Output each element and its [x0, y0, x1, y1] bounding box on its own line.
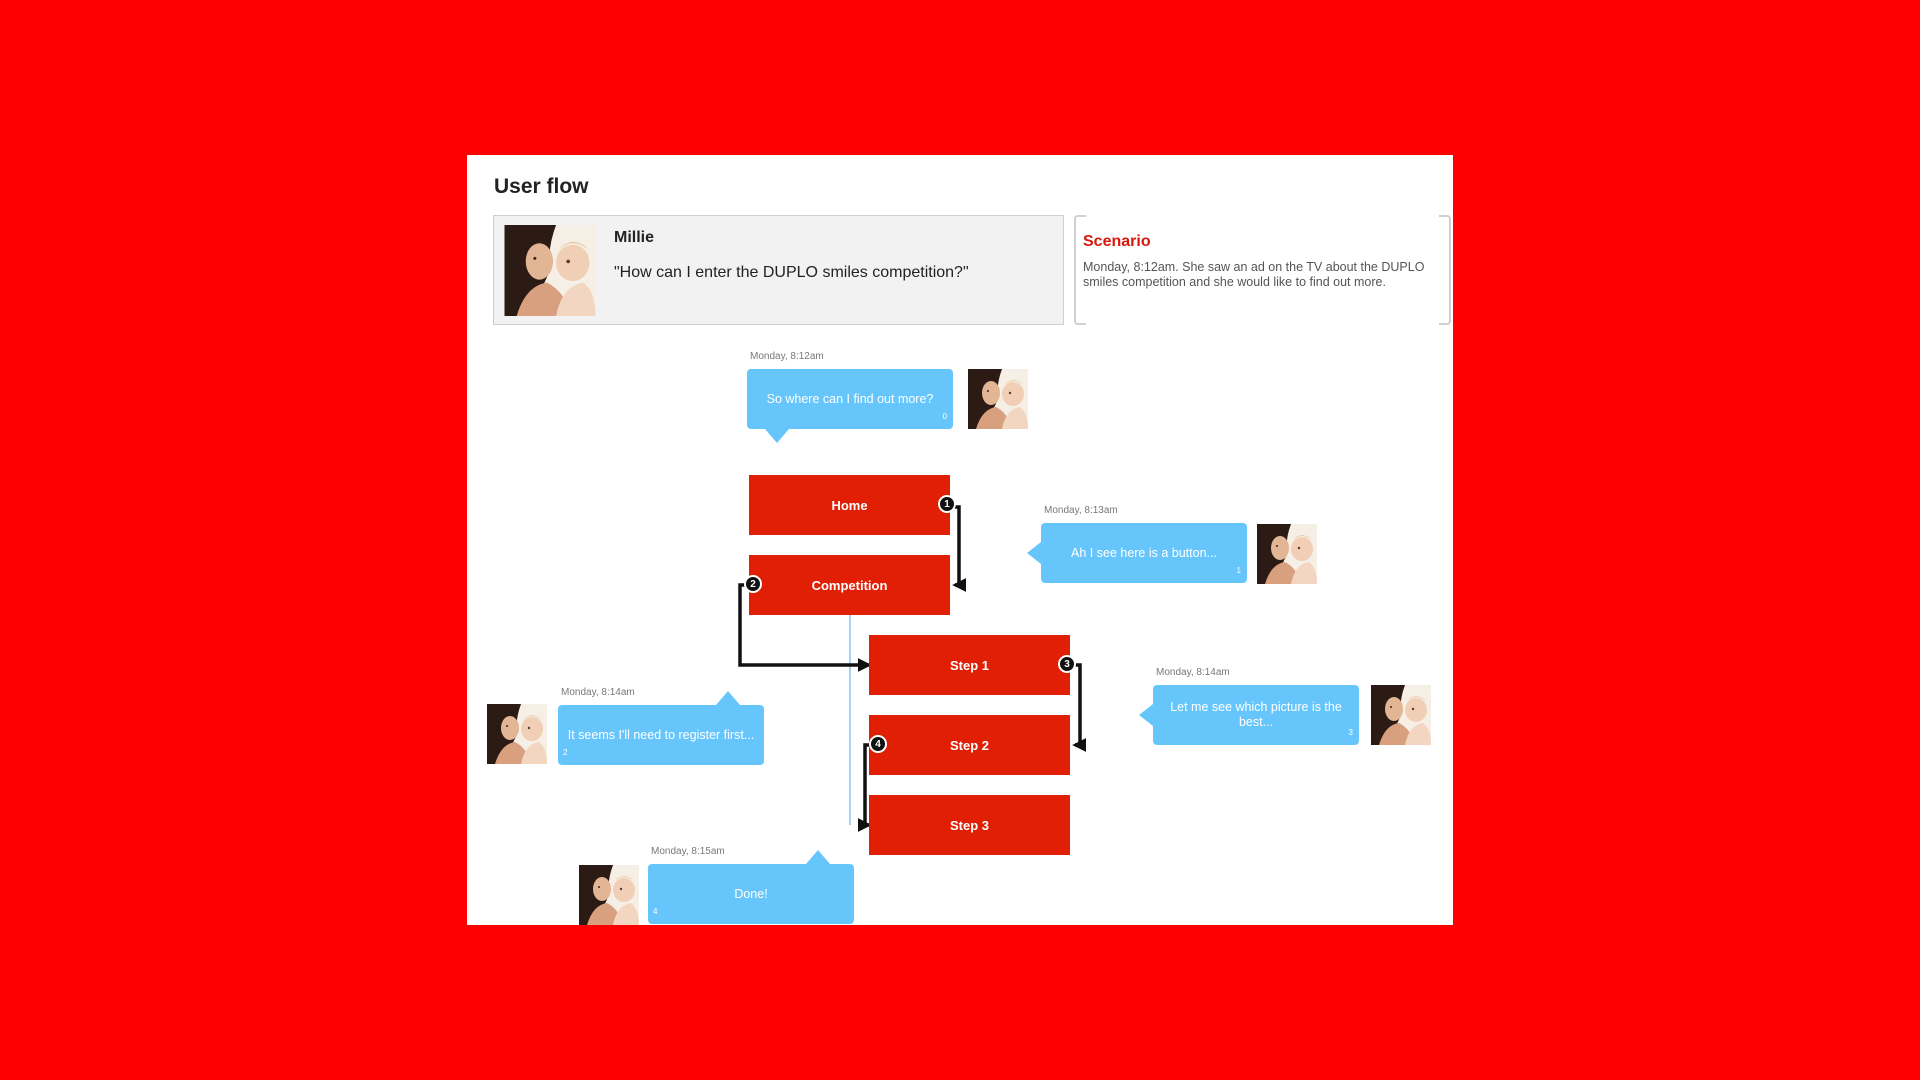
step-1[interactable]: Step 1 [869, 635, 1070, 695]
bubble-2-number: 2 [563, 748, 568, 757]
thought-bubble-2 [558, 705, 764, 765]
connector-badge-4: 4 [869, 735, 887, 753]
bubble-1-text: Ah I see here is a button... [1071, 545, 1217, 560]
persona-quote: "How can I enter the DUPLO smiles competition?" [614, 264, 969, 281]
bubble-2-text: It seems I'll need to register first... [567, 727, 755, 742]
bubble-4-timestamp: Monday, 8:15am [651, 846, 725, 857]
user-avatar-icon [579, 865, 639, 925]
user-flow-card [467, 155, 1453, 925]
scenario-title: Scenario [1083, 233, 1151, 250]
bubble-4-tail [806, 850, 830, 864]
user-avatar-icon [487, 704, 547, 764]
connector-badge-3: 3 [1058, 655, 1076, 673]
scenario-text: Monday, 8:12am. She saw an ad on the TV about the DUPLO smiles competition and she would like to find out more. [1083, 260, 1425, 289]
persona-panel [493, 215, 1064, 325]
bubble-3-number: 3 [1348, 728, 1353, 737]
bubble-0-timestamp: Monday, 8:12am [750, 351, 824, 362]
user-avatar-icon [1257, 524, 1317, 584]
persona-avatar-icon [503, 225, 597, 316]
persona-name: Millie [614, 229, 655, 246]
bubble-2-timestamp: Monday, 8:14am [561, 687, 635, 698]
bubble-4-number: 4 [653, 907, 658, 916]
thought-bubble-1 [1041, 523, 1247, 583]
bubble-1-timestamp: Monday, 8:13am [1044, 505, 1118, 516]
bubble-2-tail [716, 691, 740, 705]
bubble-0-text: So where can I find out more? [766, 391, 934, 406]
thought-bubble-4 [648, 864, 854, 924]
bubble-3-tail [1139, 704, 1153, 726]
user-avatar-icon [1371, 685, 1431, 745]
step-competition[interactable]: Competition [749, 555, 950, 615]
connector-badge-1: 1 [938, 495, 956, 513]
page-title: User flow [494, 175, 589, 198]
step-home[interactable]: Home [749, 475, 950, 535]
step-2[interactable]: Step 2 [869, 715, 1070, 775]
bubble-1-number: 1 [1236, 566, 1241, 575]
scenario-panel [1074, 215, 1451, 325]
user-avatar-icon [968, 369, 1028, 429]
bubble-4-text: Done! [734, 886, 768, 901]
bubble-3-text: Let me see which picture is the best... [1170, 700, 1342, 729]
bubble-0-tail [765, 429, 789, 443]
bubble-3-timestamp: Monday, 8:14am [1156, 667, 1230, 678]
bubble-0-number: 0 [942, 412, 947, 421]
thought-bubble-3 [1153, 685, 1359, 745]
step-3[interactable]: Step 3 [869, 795, 1070, 855]
connector-badge-2: 2 [744, 575, 762, 593]
thought-bubble-0 [747, 369, 953, 429]
bubble-1-tail [1027, 542, 1041, 564]
